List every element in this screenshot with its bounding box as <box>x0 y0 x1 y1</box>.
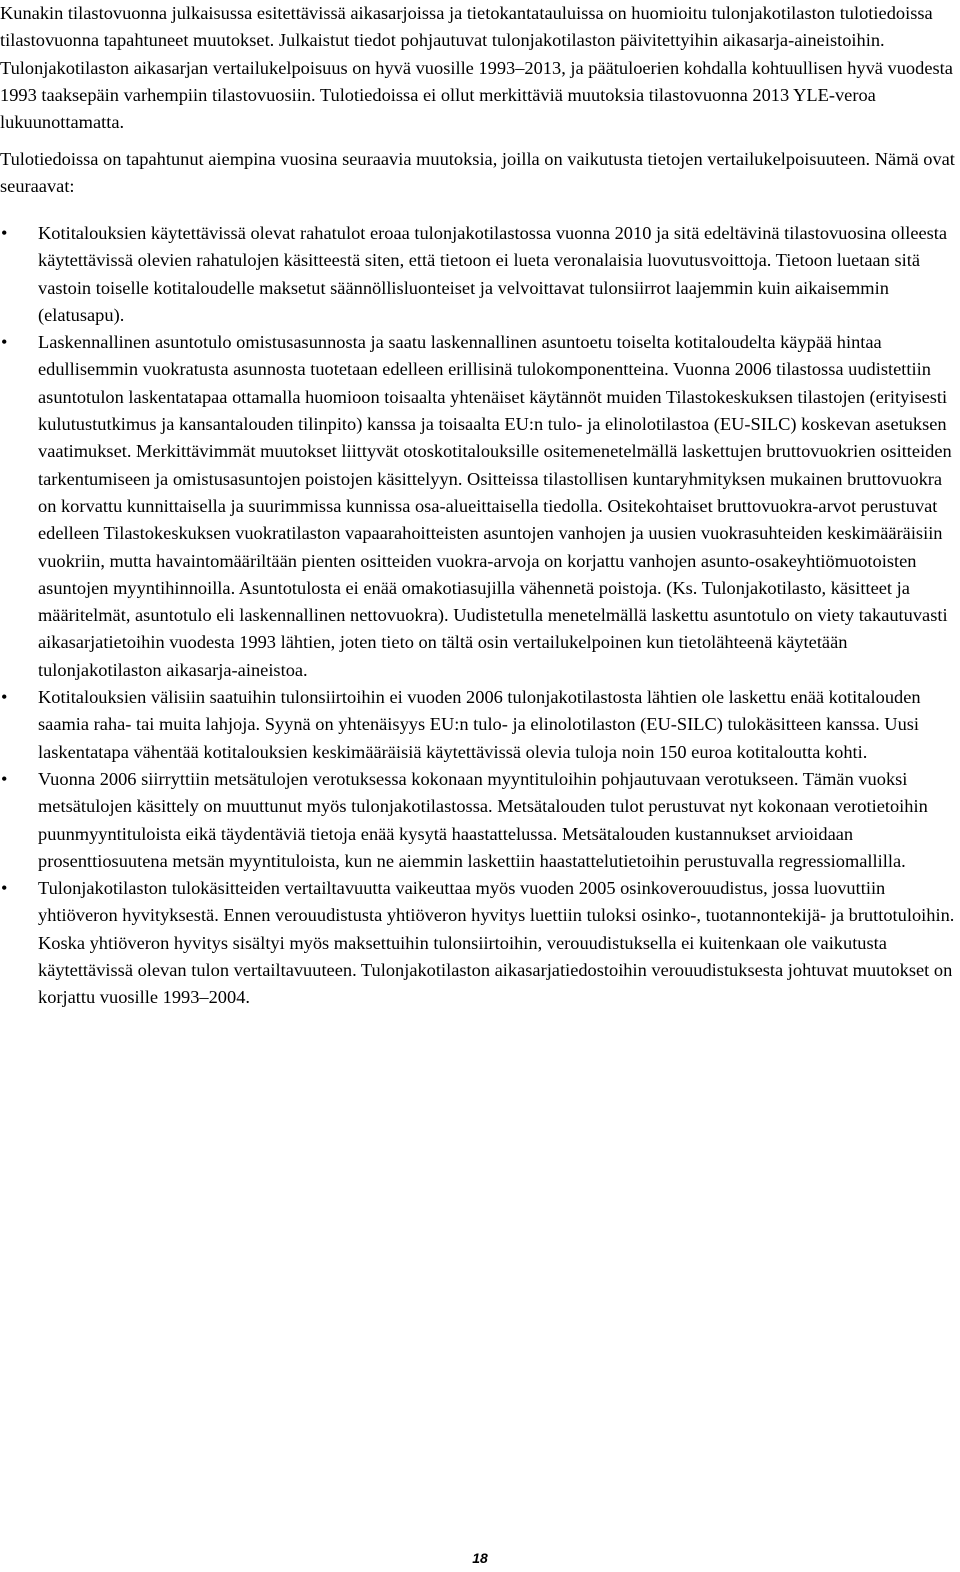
list-item <box>0 875 958 1011</box>
list-item-text: Kotitalouksien välisiin saatuihin tulonsiirtoihin ei vuoden 2006 tulonjakotilastosta lähtien ole laskettu enää kotitalouden saamia raha- tai muita lahjoja. Syynä on yhtenäisyys EU:n tulo- ja elinolotilaston (EU-SILC) tulokäsitteen kanssa. Uusi laskentatapa vähentää kotitalouksien keskimääräisiä käytettävissä olevia tuloja noin 150 euroa kotitaloutta kohti. <box>38 687 921 762</box>
list-item <box>0 220 958 329</box>
list-item <box>0 684 958 766</box>
changes-intro-paragraph: Tulotiedoissa on tapahtunut aiempina vuosina seuraavia muutoksia, joilla on vaikutusta tietojen vertailukelpoisuuteen. Nämä ovat seuraavat: <box>0 149 955 197</box>
list-item-text: Vuonna 2006 siirryttiin metsätulojen verotuksessa kokonaan myyntituloihin pohjautuvaan verotukseen. Tämän vuoksi metsätulojen käsittely on muuttunut myös tulonjakotilastossa. Metsätalouden tulot perustuvat nyt kokonaan verotietoihin puunmyyntituloista eikä täydentäviä tietoja enää kysytä haastattelussa. Metsätalouden kustannukset arvioidaan prosenttiosuutena metsän myyntituloista, kun ne aiemmin laskettiin haastattelutietoihin perustuvalla regressiomallilla. <box>38 768 928 871</box>
bullet-marker: • <box>1 332 8 353</box>
bullet-marker: • <box>1 768 8 789</box>
list-item-text: Kotitalouksien käytettävissä olevat rahatulot eroaa tulonjakotilastossa vuonna 2010 ja sitä edeltävinä tilastovuosina olleesta käytettävissä olevien rahatulojen käsitteestä siten, että tietoon ei lueta veronalaisia luovutusvoittoja. Tietoon luetaan sitä vastoin toiselle kotitaloudelle maksetut säännöllisluonteiset ja velvoittavat tulonsiirrot laajemmin kuin aikaisemmin (elatusapu). <box>38 223 948 325</box>
list-item-text: Laskennallinen asuntotulo omistusasunnosta ja saatu laskennallinen asuntoetu toiselta kotitaloudelta käypää hintaa edullisemmin vuokratusta asunnosta tuotetaan edelleen erillisinä tulokomponentteina. Vuonna 2006 tilastossa uudistettiin asuntotulon laskentatapaa ottamalla huomioon toisaalta yhtenäiset käytännöt muiden Tilastokeskuksen tilastojen (erityisesti kulutustutkimus ja kansantalouden tilinpito) kanssa ja toisaalta EU:n tulo- ja elinolotilastoa (EU-SILC) koskevan asetuksen vaatimukset. Merkittävimmät muutokset liittyvät otoskotitalouksille ositemenetelmällä laskettujen bruttovuokrien ositteiden tarkentumiseen ja omistusasuntojen poistojen käsittelyyn. Ositteissa tilastollisen kuntaryhmityksen mukainen bruttovuokra on korvattu kunnittaisella ja suurimmissa kunnissa osa-alueittaisella tiedolla. Ositekohtaiset bruttovuokra-arvot perustuvat edelleen Tilastokeskuksen vuokratilaston vapaarahoitteisten asuntojen vanhojen ja uusien vuokrasuhteiden keskimääräisiin vuokriin, mutta havaintomääriltään pienten ositteiden vuokra-arvoja on korjattu vanhojen asunto-osakeyhtiömuotoisten asuntojen myyntihinnoilla. Asuntotulosta ei enää omakotiasujilla vähennetä poistoja. (Ks. Tulonjakotilasto, käsitteet ja määritelmät, asuntotulo eli laskennallinen nettovuokra). Uudistetulla menetelmällä laskettu asuntotulo on viety takautuvasti aikasarjatietoihin vuodesta 1993 lähtien, joten tieto on tältä osin vertailukelpoinen kun tietolähteenä käytetään tulonjakotilaston aikasarja-aineistoa. <box>38 332 952 680</box>
page-number: 18 <box>472 1550 488 1566</box>
intro-paragraph: Kunakin tilastovuonna julkaisussa esitettävissä aikasarjoissa ja tietokantatauluissa on huomioitu tulonjakotilaston tulotiedoissa tilastovuonna tapahtuneet muutokset. Julkaistut tiedot pohjautuvat tulonjakotilaston päivitettyihin aikasarja-aineistoihin. Tulonjakotilaston aikasarjan vertailukelpoisuus on hyvä vuosille 1993–2013, ja päätuloerien kohdalla kohtuullisen hyvä vuodesta 1993 taaksepäin varhempiin tilastovuosiin. Tulotiedoissa ei ollut merkittäviä muutoksia tilastovuonna 2013 YLE-veroa lukuunottamatta. <box>0 3 953 133</box>
bullet-marker: • <box>1 223 8 243</box>
list-item <box>0 329 958 684</box>
list-item <box>0 766 958 875</box>
bullet-marker: • <box>1 687 8 708</box>
changes-list <box>0 220 960 1012</box>
list-item-text: Tulonjakotilaston tulokäsitteiden vertailtavuutta vaikeuttaa myös vuoden 2005 osinkoverouudistus, jossa luovuttiin yhtiöveron hyvityksestä. Ennen verouudistusta yhtiöveron hyvitys luettiin tuloksi osinko-, tuotannontekijä- ja bruttotuloihin. Koska yhtiöveron hyvitys sisältyi myös maksettuihin tulonsiirtoihin, verouudistuksella ei kuitenkaan ole vaikutusta käytettävissä olevan tulon vertailtavuuteen. Tulonjakotilaston aikasarjatiedostoihin verouudistuksesta johtuvat muutokset on korjattu vuosille 1993–2004. <box>38 878 955 1008</box>
bullet-marker: • <box>1 878 8 899</box>
